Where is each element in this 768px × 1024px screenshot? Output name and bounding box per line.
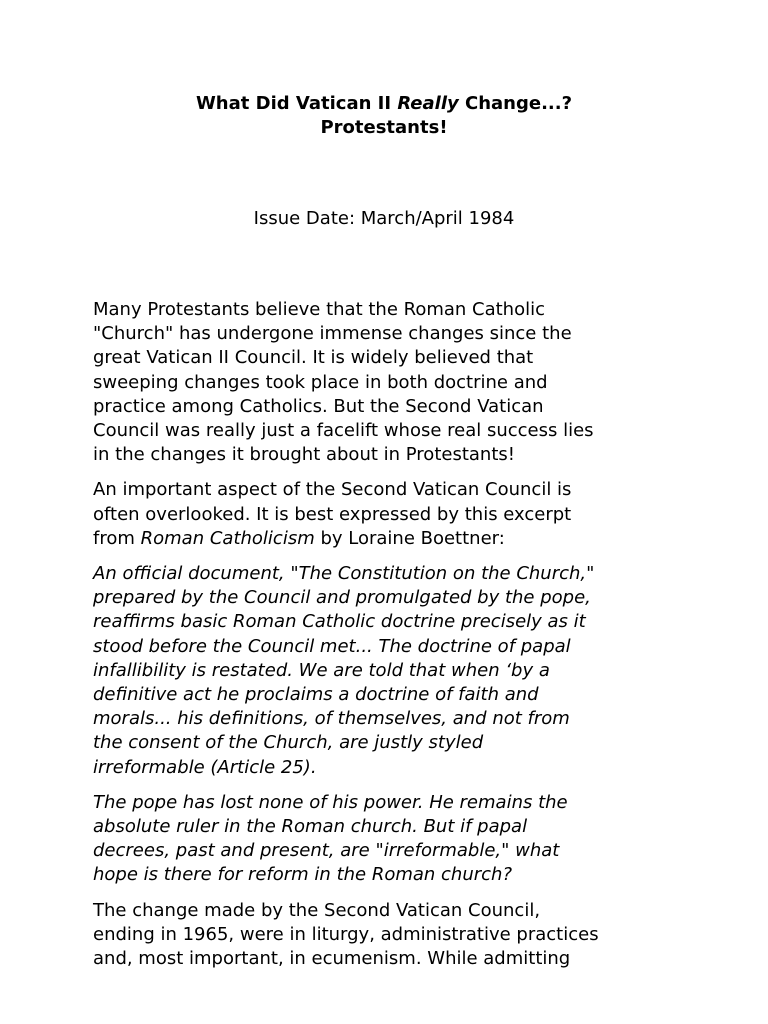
article-body — [93, 298, 693, 982]
issue-date: Issue Date: March/April 1984 — [253, 208, 515, 229]
title-line-1: What Did Vatican II Really Change...? — [195, 93, 573, 114]
paragraph-intro: Many Protestants believe that the Roman Catholic "Church" has undergone immense changes since the great Vatican II Council. It is widely believed that sweeping changes took place in both doctrine and practice among Catholics. But the Second Vatican Council was really just a facelift whose real success lies in the changes it brought about in Protestants! — [93, 299, 594, 466]
paragraph-aspect: An important aspect of the Second Vatican Council is often overlooked. It is best expressed by this excerpt from Roman Catholicism by Loraine Boettner: — [93, 479, 572, 549]
book-title: Roman Catholicism — [140, 527, 315, 549]
document-title — [0, 92, 768, 140]
blockquote-constitution: An official document, "The Constitution on the Church," prepared by the Council and promulgated by the pope, reaffirms basic Roman Catholic doctrine precisely as it stood before the Council met... The doctrine of papal infallibility is restated. We are told that when ‘by a definitive act he proclaims a doctrine of faith and morals... his definitions, of themselves, and not from the consent of the Church, are justly styled irreformable (Article 25). — [93, 563, 595, 778]
blockquote-pope-power: The pope has lost none of his power. He remains the absolute ruler in the Roman church. But if papal decrees, past and present, are "irreformable," what hope is there for reform in the Roman church? — [93, 791, 568, 886]
title-line-2: Protestants! — [320, 117, 448, 138]
paragraph-changes: The change made by the Second Vatican Council, ending in 1965, were in liturgy, administrative practices and, most important, in ecumenism. While admitting — [93, 899, 599, 970]
title-emphasis: Really — [397, 93, 459, 114]
